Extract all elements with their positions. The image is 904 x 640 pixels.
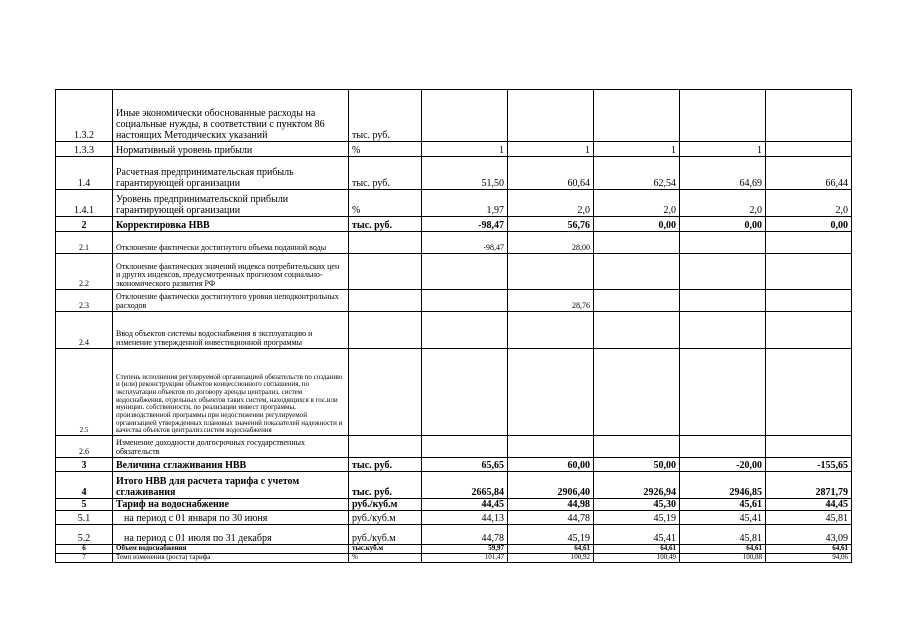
value-cell xyxy=(594,312,680,349)
table-row xyxy=(56,290,852,312)
table-body xyxy=(56,90,852,563)
value-cell: 44,13 xyxy=(422,511,508,525)
value-cell xyxy=(680,349,766,436)
row-name: Степень исполнения регулируемой организацией обязательств по созданию и (или) реконструкции объектов концессионного соглашения, по эксплуатации объектов по договору аренды централиз. систем водоснабжения, отдельных объектов таких систем, находящихся в гос.или муницип. собственности, по реализации инвест программы, производственной программы при недостижении регулируемой организацией утвержденных плановых значений показателей надежности и качества объектов централиз.систем водоснабжения xyxy=(113,349,349,436)
value-cell xyxy=(680,232,766,254)
row-unit: % xyxy=(349,142,422,157)
row-unit xyxy=(349,254,422,290)
value-cell xyxy=(594,436,680,458)
row-name: Изменение доходности долгосрочных государственных обязательств xyxy=(113,436,349,458)
row-name: на период с 01 января по 30 июня xyxy=(113,511,349,525)
value-cell xyxy=(680,312,766,349)
row-name: Величина сглаживания НВВ xyxy=(113,458,349,472)
value-cell xyxy=(766,436,852,458)
value-cell: 59,97 xyxy=(422,545,508,554)
value-cell: 64,61 xyxy=(508,545,594,554)
table-row xyxy=(56,232,852,254)
table-row xyxy=(56,458,852,472)
value-cell: 50,00 xyxy=(594,458,680,472)
row-number: 2.2 xyxy=(56,254,113,290)
value-cell xyxy=(594,232,680,254)
table-row xyxy=(56,554,852,563)
table-row xyxy=(56,142,852,157)
row-number: 1.3.3 xyxy=(56,142,113,157)
value-cell: 1 xyxy=(422,142,508,157)
row-number: 2.4 xyxy=(56,312,113,349)
table-row xyxy=(56,472,852,499)
row-unit xyxy=(349,349,422,436)
table-row xyxy=(56,217,852,232)
value-cell: 56,76 xyxy=(508,217,594,232)
value-cell xyxy=(766,254,852,290)
row-unit: % xyxy=(349,190,422,217)
table-row xyxy=(56,436,852,458)
row-number: 2.6 xyxy=(56,436,113,458)
value-cell: 51,50 xyxy=(422,157,508,190)
row-name: Темп изменения (роста) тарифа xyxy=(113,554,349,563)
value-cell: 2665,84 xyxy=(422,472,508,499)
value-cell: 64,69 xyxy=(680,157,766,190)
row-unit: тыс. руб. xyxy=(349,458,422,472)
row-name: Уровень предпринимательской прибыли гарантирующей организации xyxy=(113,190,349,217)
value-cell: 45,19 xyxy=(508,525,594,545)
row-name: Расчетная предпринимательская прибыль гарантирующей организации xyxy=(113,157,349,190)
value-cell: 0,00 xyxy=(766,217,852,232)
value-cell: 62,54 xyxy=(594,157,680,190)
table-row xyxy=(56,312,852,349)
value-cell: 100,49 xyxy=(594,554,680,563)
row-unit: руб./куб.м xyxy=(349,525,422,545)
value-cell: 44,45 xyxy=(766,499,852,511)
value-cell xyxy=(594,90,680,142)
row-unit: тыс. руб. xyxy=(349,472,422,499)
row-number: 1.4 xyxy=(56,157,113,190)
value-cell xyxy=(766,90,852,142)
value-cell xyxy=(508,436,594,458)
table-row xyxy=(56,90,852,142)
value-cell: 1,97 xyxy=(422,190,508,217)
row-unit xyxy=(349,436,422,458)
row-number: 3 xyxy=(56,458,113,472)
row-name: Итого НВВ для расчета тарифа с учетом сглаживания xyxy=(113,472,349,499)
value-cell: 2,0 xyxy=(680,190,766,217)
value-cell: 1 xyxy=(680,142,766,157)
row-number: 2.5 xyxy=(56,349,113,436)
table-row xyxy=(56,157,852,190)
row-number: 5.2 xyxy=(56,525,113,545)
value-cell xyxy=(422,290,508,312)
row-unit: тыс. руб. xyxy=(349,157,422,190)
value-cell: 64,61 xyxy=(680,545,766,554)
table-row xyxy=(56,190,852,217)
value-cell: 28,00 xyxy=(508,232,594,254)
value-cell: 44,78 xyxy=(508,511,594,525)
row-unit: тыс. руб. xyxy=(349,217,422,232)
value-cell: 64,61 xyxy=(594,545,680,554)
row-name: Ввод объектов системы водоснабжения в эксплуатацию и изменение утвержденной инвестиционной программы xyxy=(113,312,349,349)
value-cell: 2,0 xyxy=(594,190,680,217)
value-cell xyxy=(766,290,852,312)
value-cell xyxy=(422,349,508,436)
row-unit: % xyxy=(349,554,422,563)
row-unit: тыс.куб.м xyxy=(349,545,422,554)
value-cell xyxy=(508,90,594,142)
value-cell xyxy=(680,90,766,142)
row-number: 2.1 xyxy=(56,232,113,254)
table-row xyxy=(56,545,852,554)
row-number: 6 xyxy=(56,545,113,554)
value-cell xyxy=(766,142,852,157)
row-name: Отклонение фактических значений индекса потребительских цен и других индексов, предусмотренных прогнозом социально-экономического развития РФ xyxy=(113,254,349,290)
row-name: Нормативный уровень прибыли xyxy=(113,142,349,157)
value-cell: 60,64 xyxy=(508,157,594,190)
row-number: 7 xyxy=(56,554,113,563)
value-cell: -20,00 xyxy=(680,458,766,472)
row-unit: руб./куб.м xyxy=(349,499,422,511)
value-cell: 43,09 xyxy=(766,525,852,545)
value-cell: 0,00 xyxy=(594,217,680,232)
row-number: 2 xyxy=(56,217,113,232)
value-cell xyxy=(594,254,680,290)
value-cell: 0,00 xyxy=(680,217,766,232)
table-row xyxy=(56,499,852,511)
value-cell: 44,45 xyxy=(422,499,508,511)
value-cell: 2,0 xyxy=(766,190,852,217)
value-cell: 100,88 xyxy=(680,554,766,563)
value-cell xyxy=(508,312,594,349)
value-cell xyxy=(766,232,852,254)
value-cell: 45,61 xyxy=(680,499,766,511)
value-cell: 2871,79 xyxy=(766,472,852,499)
row-unit xyxy=(349,290,422,312)
table-row xyxy=(56,525,852,545)
value-cell xyxy=(766,349,852,436)
value-cell xyxy=(594,349,680,436)
value-cell: 2946,85 xyxy=(680,472,766,499)
row-unit: тыс. руб. xyxy=(349,90,422,142)
row-name: Отклонение фактически достигнутого уровня неподконтрольных расходов xyxy=(113,290,349,312)
table-row xyxy=(56,511,852,525)
value-cell: 45,19 xyxy=(594,511,680,525)
value-cell: -155,65 xyxy=(766,458,852,472)
row-name: Корректировка НВВ xyxy=(113,217,349,232)
value-cell: 45,30 xyxy=(594,499,680,511)
row-name: Отклонение фактически достигнутого объема поданной воды xyxy=(113,232,349,254)
row-name: Иные экономически обоснованные расходы на социальные нужды, в соответствии с пунктом 86 настоящих Методических указаний xyxy=(113,90,349,142)
row-unit: руб./куб.м xyxy=(349,511,422,525)
value-cell: 1 xyxy=(508,142,594,157)
value-cell: 65,65 xyxy=(422,458,508,472)
value-cell xyxy=(766,312,852,349)
table-row xyxy=(56,349,852,436)
row-name: Объем водоснабжения xyxy=(113,545,349,554)
value-cell xyxy=(594,290,680,312)
value-cell: 2906,40 xyxy=(508,472,594,499)
value-cell: 44,78 xyxy=(422,525,508,545)
row-number: 1.3.2 xyxy=(56,90,113,142)
value-cell: -98,47 xyxy=(422,217,508,232)
value-cell: 28,76 xyxy=(508,290,594,312)
value-cell: 101,47 xyxy=(422,554,508,563)
row-unit xyxy=(349,232,422,254)
value-cell: 45,41 xyxy=(594,525,680,545)
value-cell: -98,47 xyxy=(422,232,508,254)
row-number: 2.3 xyxy=(56,290,113,312)
value-cell xyxy=(680,436,766,458)
table-row xyxy=(56,254,852,290)
row-number: 5.1 xyxy=(56,511,113,525)
value-cell: 94,06 xyxy=(766,554,852,563)
row-number: 4 xyxy=(56,472,113,499)
row-name: Тариф на водоснабжение xyxy=(113,499,349,511)
value-cell xyxy=(422,436,508,458)
value-cell xyxy=(680,254,766,290)
value-cell xyxy=(508,254,594,290)
value-cell: 45,41 xyxy=(680,511,766,525)
row-name: на период с 01 июля по 31 декабря xyxy=(113,525,349,545)
value-cell: 64,61 xyxy=(766,545,852,554)
value-cell: 66,44 xyxy=(766,157,852,190)
value-cell xyxy=(508,349,594,436)
value-cell xyxy=(422,312,508,349)
row-number: 5 xyxy=(56,499,113,511)
value-cell: 100,92 xyxy=(508,554,594,563)
value-cell xyxy=(422,90,508,142)
value-cell: 2926,94 xyxy=(594,472,680,499)
value-cell xyxy=(422,254,508,290)
value-cell: 45,81 xyxy=(680,525,766,545)
value-cell: 1 xyxy=(594,142,680,157)
row-number: 1.4.1 xyxy=(56,190,113,217)
value-cell: 45,81 xyxy=(766,511,852,525)
value-cell: 2,0 xyxy=(508,190,594,217)
tariff-table xyxy=(55,89,852,563)
value-cell: 60,00 xyxy=(508,458,594,472)
value-cell xyxy=(680,290,766,312)
row-unit xyxy=(349,312,422,349)
value-cell: 44,98 xyxy=(508,499,594,511)
